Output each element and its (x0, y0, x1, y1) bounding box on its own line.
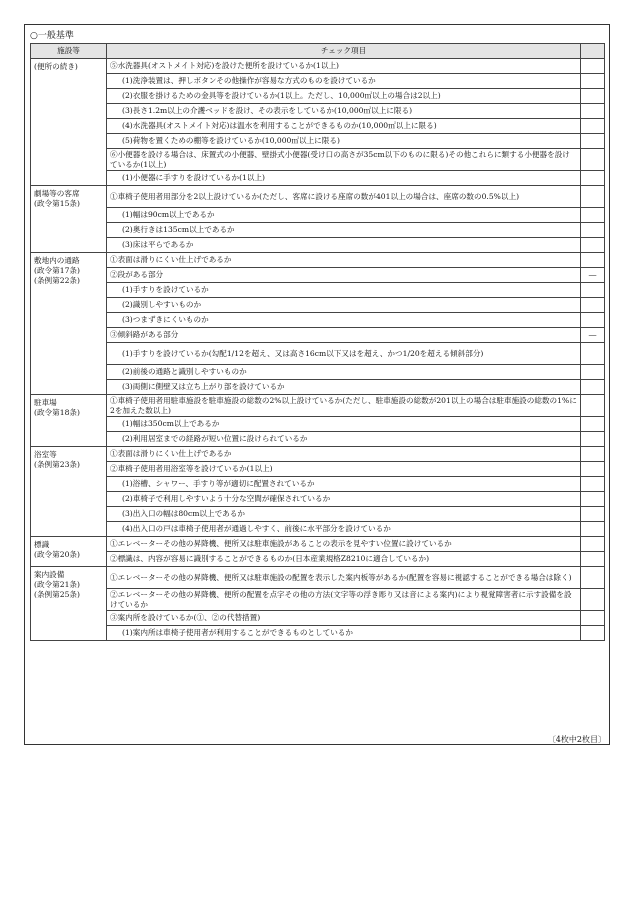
check-mark-cell[interactable] (581, 104, 605, 119)
check-subitem: (1)案内所は車椅子使用者が利用することができるものとしているか (107, 626, 581, 641)
check-item: ②段がある部分 (107, 268, 581, 283)
check-subitem: (1)幅は350cm以上であるか (107, 417, 581, 432)
check-mark-cell[interactable] (581, 522, 605, 537)
check-mark-cell[interactable] (581, 208, 605, 223)
facility-label: (条例第25条) (34, 590, 80, 599)
check-mark-cell[interactable] (581, 119, 605, 134)
facility-label: 駐車場 (34, 398, 57, 407)
check-item: ⑤水洗器具(オストメイト対応)を設けた便所を設けているか(1以上) (107, 59, 581, 74)
check-mark-cell[interactable] (581, 186, 605, 208)
table-row (31, 492, 605, 507)
check-item: ①表面は滑りにくい仕上げであるか (107, 447, 581, 462)
table-row (31, 522, 605, 537)
check-item: ①車椅子使用者用駐車施設を駐車施設の総数の2%以上設けているか(ただし、駐車施設の総数が201以上の場合は駐車施設の総数の1%に2を加えた数以上) (107, 395, 581, 417)
check-mark-cell[interactable] (581, 343, 605, 365)
facility-label: 案内設備 (34, 570, 65, 579)
facility-label: 劇場等の客席 (34, 189, 80, 198)
facility-label: (政令第21条) (34, 580, 80, 589)
check-mark-cell[interactable] (581, 417, 605, 432)
facility-cell (31, 59, 107, 186)
check-subitem: (5)荷物を置くための棚等を設けているか(10,000㎡以上に限る) (107, 134, 581, 149)
facility-label: 敷地内の通路 (34, 256, 80, 265)
check-item: ③案内所を設けているか(①、②の代替措置) (107, 611, 581, 626)
check-subitem: (2)衣服を掛けるための金具等を設けているか(1以上。ただし、10,000㎡以上の場合は2以上) (107, 89, 581, 104)
check-header: チェック項目 (107, 44, 581, 59)
table-header-row (31, 44, 605, 59)
facility-label: (政令第18条) (34, 408, 80, 417)
check-subitem: (1)浴槽、シャワー、手すり等が適切に配置されているか (107, 477, 581, 492)
table-row (31, 74, 605, 89)
check-mark-cell[interactable] (581, 134, 605, 149)
facility-cell (31, 253, 107, 395)
check-subitem: (2)利用居室までの経路が短い位置に設けられているか (107, 432, 581, 447)
facility-label: (条例第22条) (34, 276, 80, 285)
page-counter: 〔4枚中2枚目〕 (547, 735, 606, 744)
facility-cell (31, 567, 107, 641)
check-mark-cell[interactable] (581, 89, 605, 104)
table-row (31, 223, 605, 238)
table-row (31, 447, 605, 462)
check-item: ①エレベーターその他の昇降機、便所又は駐車施設の配置を表示した案内板等があるか(配置を容易に視認することができる場合は除く) (107, 567, 581, 589)
check-mark-cell[interactable] (581, 149, 605, 171)
check-mark-cell[interactable] (581, 537, 605, 552)
check-subitem: (4)水洗器具(オストメイト対応)は温水を利用することができるものか(10,000㎡以上に限る) (107, 119, 581, 134)
table-row (31, 328, 605, 343)
section-heading: ○一般基準 (30, 31, 74, 41)
check-subitem: (3)長さ1.2m以上の介護ベッドを設け、その表示をしているか(10,000㎡以上に限る) (107, 104, 581, 119)
check-mark-cell[interactable] (581, 552, 605, 567)
table-row (31, 552, 605, 567)
check-mark-cell[interactable] (581, 447, 605, 462)
check-subitem: (1)幅は90cm以上であるか (107, 208, 581, 223)
check-subitem: (3)つまずきにくいものか (107, 313, 581, 328)
table-row (31, 567, 605, 589)
checklist-table (30, 43, 605, 641)
check-mark-cell[interactable] (581, 283, 605, 298)
table-row (31, 343, 605, 365)
facility-label: (便所の続き) (34, 62, 78, 71)
check-subitem: (2)前後の通路と識別しやすいものか (107, 365, 581, 380)
check-subitem: (3)床は平らであるか (107, 238, 581, 253)
check-mark-cell[interactable] (581, 626, 605, 641)
table-row (31, 537, 605, 552)
check-subitem: (1)手すりを設けているか(勾配1/12を超え、又は高さ16cm以下又はを超え、かつ1/20を超える傾斜部分) (107, 343, 581, 365)
check-subitem: (4)出入口の戸は車椅子使用者が通過しやすく、前後に水平部分を設けているか (107, 522, 581, 537)
table-row (31, 432, 605, 447)
check-item: ①エレベーターその他の昇降機、便所又は駐車施設があることの表示を見やすい位置に設けているか (107, 537, 581, 552)
facility-label: (条例第23条) (34, 460, 80, 469)
table-row (31, 417, 605, 432)
check-mark-cell[interactable] (581, 223, 605, 238)
check-mark-cell[interactable] (581, 365, 605, 380)
table-row (31, 380, 605, 395)
check-subitem: (2)識別しやすいものか (107, 298, 581, 313)
facility-cell (31, 447, 107, 537)
check-mark-cell[interactable] (581, 507, 605, 522)
table-row (31, 313, 605, 328)
check-mark-cell[interactable] (581, 477, 605, 492)
facility-cell (31, 186, 107, 253)
facility-cell (31, 395, 107, 447)
table-row (31, 149, 605, 171)
check-mark-cell[interactable] (581, 313, 605, 328)
check-mark-cell[interactable]: ― (581, 328, 605, 343)
table-row (31, 589, 605, 611)
table-row (31, 268, 605, 283)
check-subitem: (3)両側に側壁又は立ち上がり部を設けているか (107, 380, 581, 395)
check-item: ②車椅子使用者用浴室等を設けているか(1以上) (107, 462, 581, 477)
table-row (31, 208, 605, 223)
check-subitem: (2)奥行きは135cm以上であるか (107, 223, 581, 238)
table-row (31, 253, 605, 268)
check-item: ①車椅子使用者用部分を2以上設けているか(ただし、客席に設ける座席の数が401以上の場合は、座席の数の0.5%以上) (107, 186, 581, 208)
check-subitem: (2)車椅子で利用しやすいよう十分な空間が確保されているか (107, 492, 581, 507)
check-mark-cell[interactable] (581, 298, 605, 313)
mark-header (581, 44, 605, 59)
facility-label: 標識 (34, 540, 50, 549)
facility-label: (政令第17条) (34, 266, 80, 275)
check-subitem: (3)出入口の幅は80cm以上であるか (107, 507, 581, 522)
check-mark-cell[interactable] (581, 380, 605, 395)
table-row (31, 104, 605, 119)
table-row (31, 462, 605, 477)
check-mark-cell[interactable] (581, 395, 605, 417)
table-row (31, 298, 605, 313)
check-mark-cell[interactable] (581, 74, 605, 89)
check-subitem: (1)小便器に手すりを設けているか(1以上) (107, 171, 581, 186)
table-row (31, 477, 605, 492)
facility-cell (31, 537, 107, 567)
check-mark-cell[interactable] (581, 238, 605, 253)
check-mark-cell[interactable] (581, 253, 605, 268)
check-item: ②エレベーターその他の昇降機、便所の配置を点字その他の方法(文字等の浮き彫り又は音による案内)により視覚障害者に示す設備を設けているか (107, 589, 581, 611)
facility-label: 浴室等 (34, 450, 57, 459)
facility-label: (政令第20条) (34, 550, 80, 559)
table-row (31, 283, 605, 298)
table-row (31, 626, 605, 641)
check-mark-cell[interactable] (581, 171, 605, 186)
facility-header: 施設等 (31, 44, 107, 59)
check-mark-cell[interactable] (581, 589, 605, 611)
check-subitem: (1)手すりを設けているか (107, 283, 581, 298)
table-row (31, 171, 605, 186)
check-mark-cell[interactable] (581, 611, 605, 626)
table-row (31, 365, 605, 380)
check-item: ①表面は滑りにくい仕上げであるか (107, 253, 581, 268)
table-row (31, 395, 605, 417)
facility-label: (政令第15条) (34, 199, 80, 208)
table-row (31, 238, 605, 253)
check-mark-cell[interactable] (581, 567, 605, 589)
table-row (31, 89, 605, 104)
check-mark-cell[interactable] (581, 492, 605, 507)
table-row (31, 507, 605, 522)
check-item: ③傾斜路がある部分 (107, 328, 581, 343)
check-item: ⑥小便器を設ける場合は、床置式の小便器、壁掛式小便器(受け口の高さが35cm以下のものに限る)その他これらに類する小便器を設けているか(1以上) (107, 149, 581, 171)
check-mark-cell[interactable] (581, 462, 605, 477)
check-subitem: (1)洗浄装置は、押しボタンその他操作が容易な方式のものを設けているか (107, 74, 581, 89)
table-row (31, 134, 605, 149)
check-mark-cell[interactable] (581, 59, 605, 74)
table-row (31, 59, 605, 74)
table-row (31, 186, 605, 208)
check-mark-cell[interactable]: ― (581, 268, 605, 283)
table-row (31, 119, 605, 134)
check-mark-cell[interactable] (581, 432, 605, 447)
table-row (31, 611, 605, 626)
check-item: ②標識は、内容が容易に識別することができるものか(日本産業規格Z8210に適合しているか) (107, 552, 581, 567)
